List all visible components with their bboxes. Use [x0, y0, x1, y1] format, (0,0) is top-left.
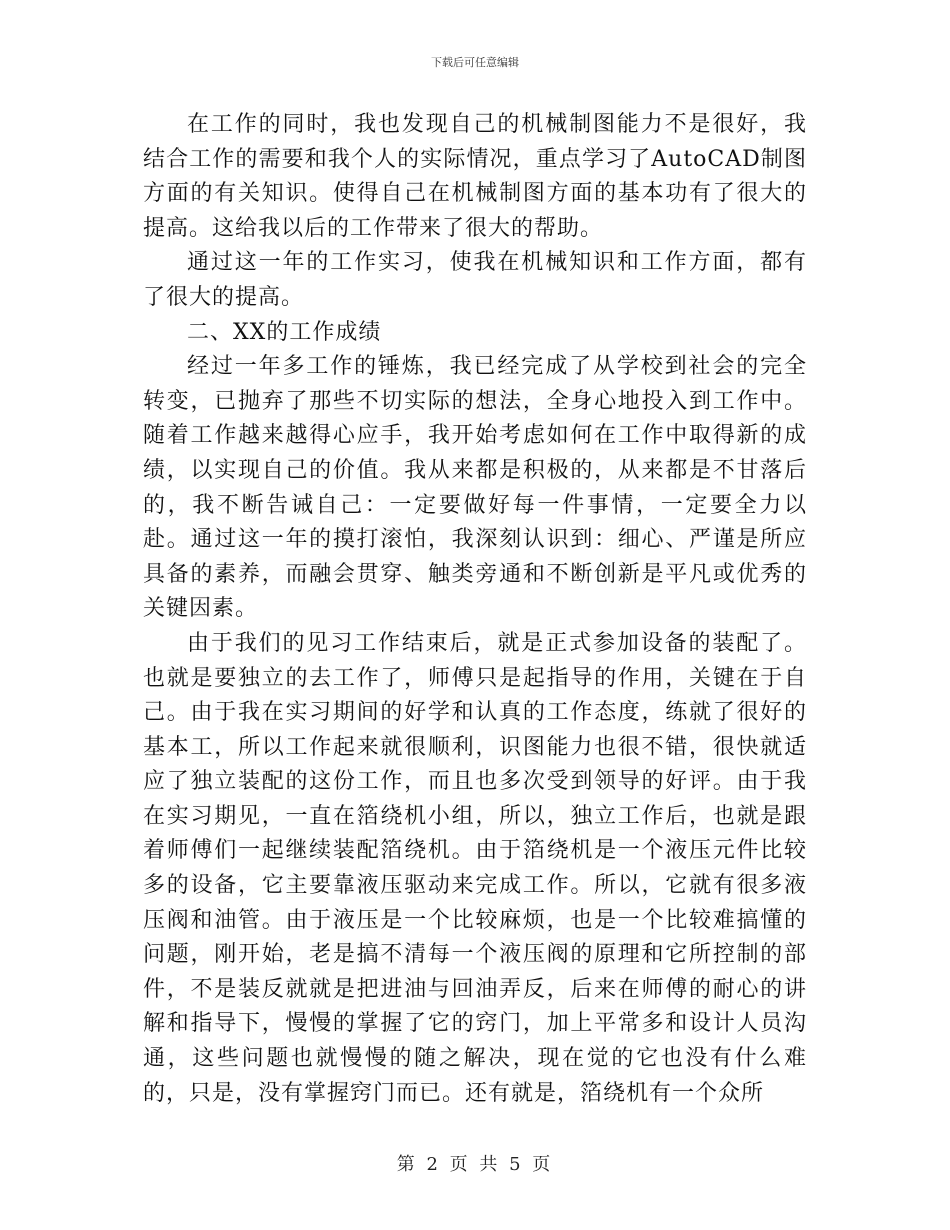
section-heading: 二、XX的工作成绩: [187, 319, 382, 345]
paragraph-autocad: 在工作的同时，我也发现自己的机械制图能力不是很好，我结合工作的需要和我个人的实际情况，重点学习了AutoCAD制图方面的有关知识。使得自己在机械制图方面的基本功有了很大的提高。这给我以后的工作带来了很大的帮助。: [143, 112, 807, 241]
document-body: [143, 108, 807, 1111]
paragraph-achievements: 经过一年多工作的锤炼，我已经完成了从学校到社会的完全转变，已抛弃了那些不切实际的想法，全身心地投入到工作中。随着工作越来越得心应手，我开始考虑如何在工作中取得新的成绩，以实现自己的价值。我从来都是积极的，从来都是不甘落后的，我不断告诫自己：一定要做好每一件事情，一定要全力以赴。通过这一年的摸打滚怕，我深刻认识到：细心、严谨是所应具备的素养，而融会贯穿、触类旁通和不断创新是平凡或优秀的关键因素。: [143, 354, 807, 622]
page-number: 第 2 页 共 5 页: [396, 1154, 554, 1175]
paragraph-assembly: 由于我们的见习工作结束后，就是正式参加设备的装配了。也就是要独立的去工作了，师傅只是起指导的作用，关键在于自己。由于我在实习期间的好学和认真的工作态度，练就了很好的基本工，所以工作起来就很顺利，识图能力也很不错，很快就适应了独立装配的这份工作，而且也多次受到领导的好评。由于我在实习期见，一直在箔绕机小组，所以，独立工作后，也就是跟着师傅们一起继续装配箔绕机。由于箔绕机是一个液压元件比较多的设备，它主要靠液压驱动来完成工作。所以，它就有很多液压阀和油管。由于液压是一个比较麻烦，也是一个比较难搞懂的问题，刚开始，老是搞不清每一个液压阀的原理和它所控制的部件，不是装反就就是把进油与回油弄反，后来在师傅的耐心的讲解和指导下，慢慢的掌握了它的窍门，加上平常多和设计人员沟通，这些问题也就慢慢的随之解决，现在觉的它也没有什么难的，只是，没有掌握窍门而已。还有就是，箔绕机有一个众所: [143, 630, 807, 1106]
page-header: 下载后可任意编辑: [431, 56, 519, 69]
paragraph-improvement: 通过这一年的工作实习，使我在机械知识和工作方面，都有了很大的提高。: [143, 250, 807, 310]
